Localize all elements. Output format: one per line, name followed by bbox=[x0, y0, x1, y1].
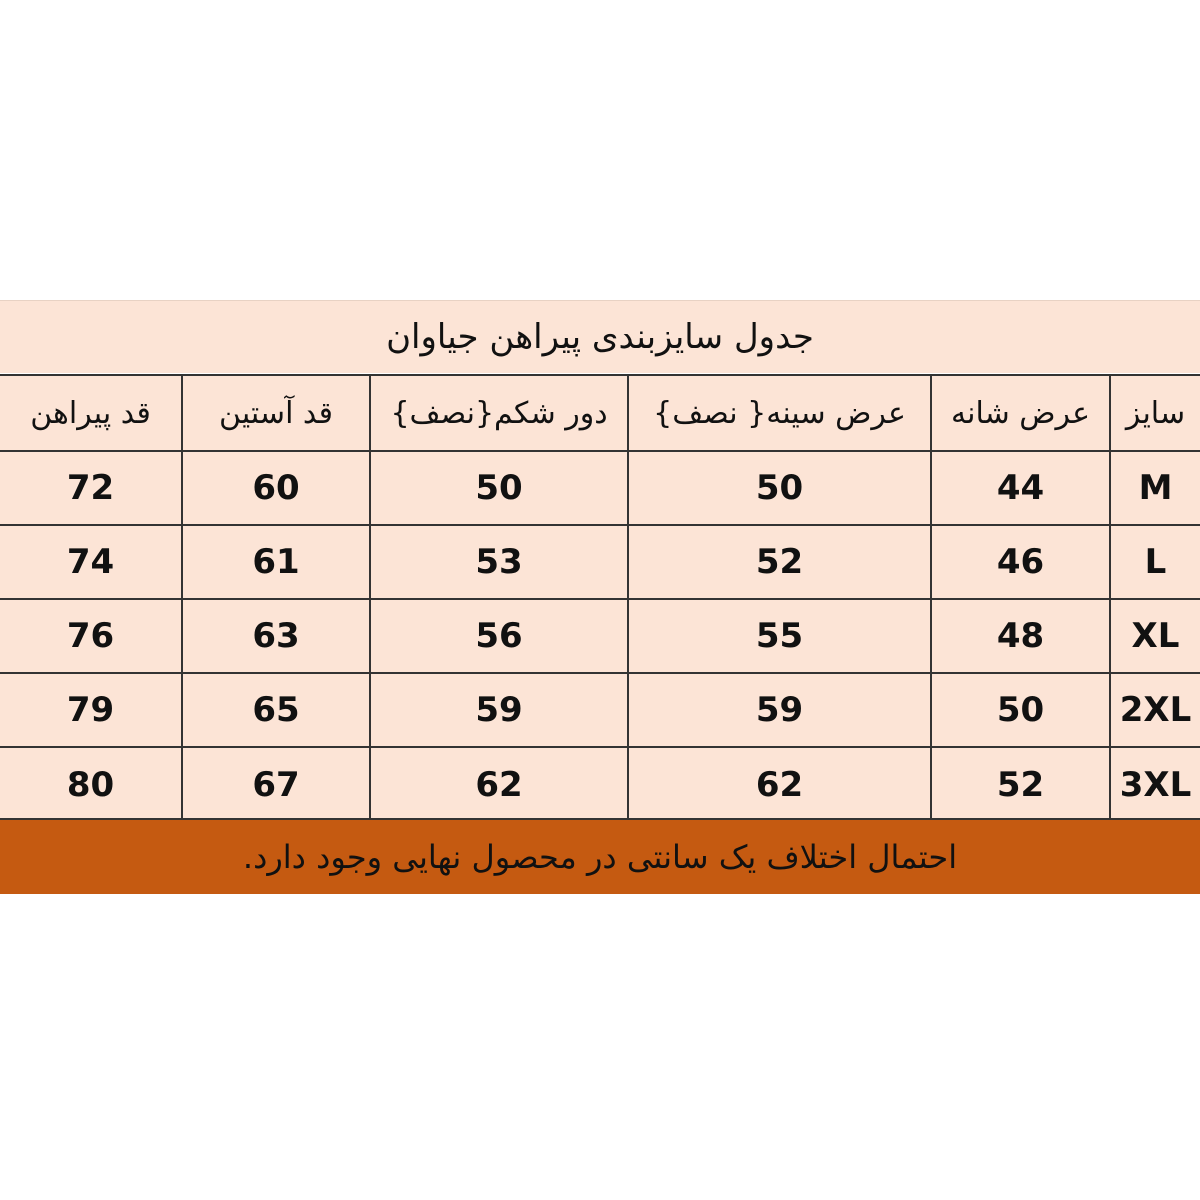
size-label: 2XL bbox=[1109, 672, 1200, 746]
table-cell: 72 bbox=[0, 450, 181, 524]
header-size: سایز bbox=[1109, 376, 1200, 450]
table-title-text: جدول سایزبندی پیراهن جیاوان bbox=[386, 317, 814, 357]
table-cell: 79 bbox=[0, 672, 181, 746]
table-title bbox=[0, 300, 1200, 373]
table-cell: 50 bbox=[930, 672, 1109, 746]
size-grid bbox=[0, 374, 1200, 820]
table-cell: 59 bbox=[627, 672, 930, 746]
size-label: XL bbox=[1109, 598, 1200, 672]
table-cell: 61 bbox=[181, 524, 369, 598]
table-cell: 65 bbox=[181, 672, 369, 746]
table-cell: 48 bbox=[930, 598, 1109, 672]
header-shirt-length: قد پیراهن bbox=[30, 395, 151, 431]
table-cell: 62 bbox=[369, 746, 627, 821]
table-cell: 55 bbox=[627, 598, 930, 672]
table-cell: 80 bbox=[0, 746, 181, 821]
table-cell: 46 bbox=[930, 524, 1109, 598]
table-cell: 76 bbox=[0, 598, 181, 672]
table-cell: 50 bbox=[627, 450, 930, 524]
table-cell: 59 bbox=[369, 672, 627, 746]
table-cell: 53 bbox=[369, 524, 627, 598]
disclaimer-text: احتمال اختلاف یک سانتی در محصول نهایی وجود دارد. bbox=[242, 838, 958, 876]
table-cell: 56 bbox=[369, 598, 627, 672]
header-chest-width-half: عرض سینه{ نصف} bbox=[627, 376, 930, 450]
table-cell: 67 bbox=[181, 746, 369, 821]
table-cell: 52 bbox=[930, 746, 1109, 821]
table-cell: 50 bbox=[369, 450, 627, 524]
size-label: M bbox=[1109, 450, 1200, 524]
table-cell: 63 bbox=[181, 598, 369, 672]
table-cell: 52 bbox=[627, 524, 930, 598]
table-cell: 74 bbox=[0, 524, 181, 598]
header-waist-half: دور شکم{نصف} bbox=[369, 376, 627, 450]
size-label: L bbox=[1109, 524, 1200, 598]
size-label: 3XL bbox=[1109, 746, 1200, 821]
table-cell: 62 bbox=[627, 746, 930, 821]
table-cell: 60 bbox=[181, 450, 369, 524]
header-shoulder-width: عرض شانه bbox=[930, 376, 1109, 450]
size-chart-table bbox=[0, 300, 1200, 894]
table-cell: 44 bbox=[930, 450, 1109, 524]
header-sleeve-length: قد آستین bbox=[181, 376, 369, 450]
disclaimer-banner bbox=[0, 820, 1200, 894]
